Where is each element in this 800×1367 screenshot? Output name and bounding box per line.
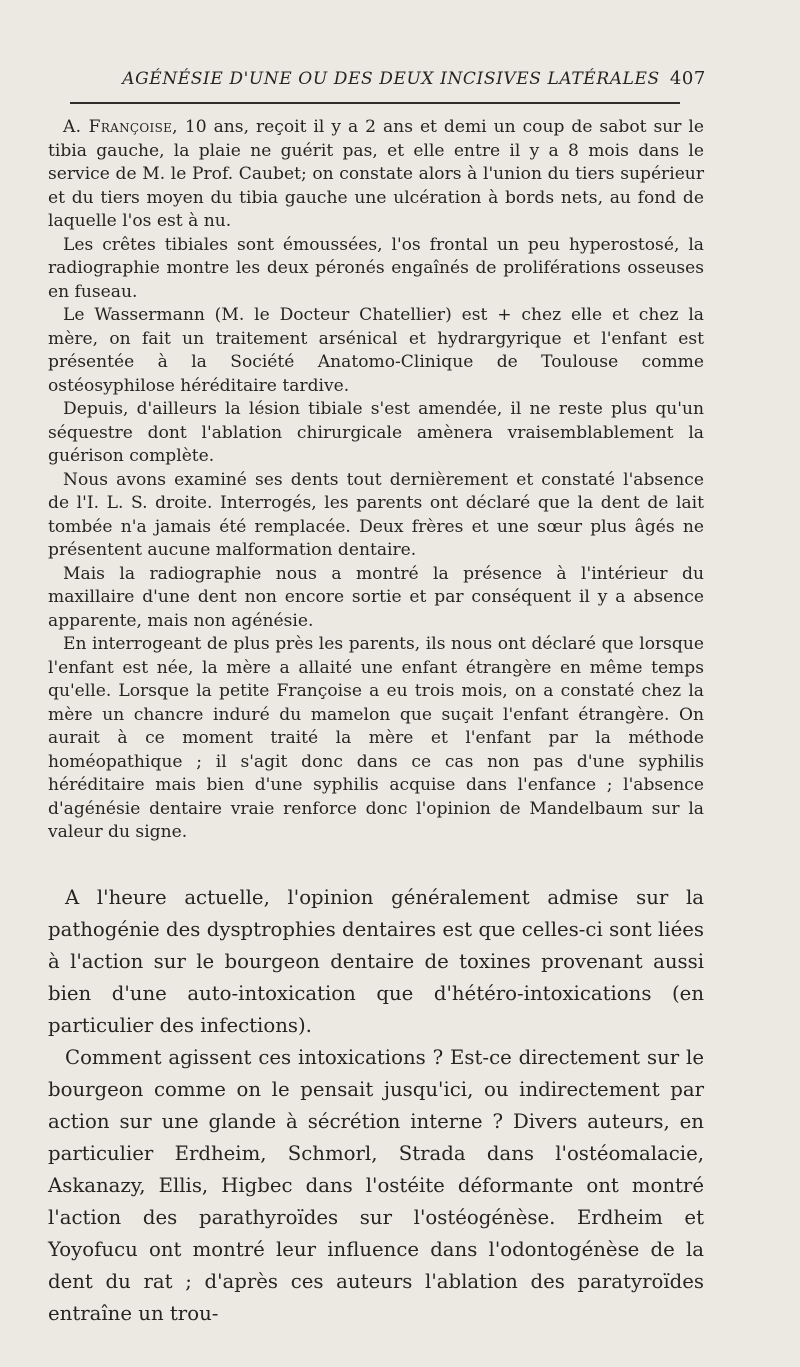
case-paragraph-1 [48, 116, 704, 234]
case-paragraph-1-text: 10 ans, reçoit il y a 2 ans et demi un coup de sabot sur le tibia gauche, la plaie ne guérit pas, et elle entre il y a 8 mois dans le service de M. le Prof. Caubet; on constate alors à l'union du tiers supérieur et du tiers moyen du tibia gauche une ulcération à bords nets, au fond de laquelle l'os est à nu. [48, 117, 704, 231]
running-head [48, 62, 704, 96]
case-paragraph-3: Le Wassermann (M. le Docteur Chatellier) est + chez elle et chez la mère, on fait un traitement arsénical et hydrargyrique et l'enfant est présentée à la Société Anatomo-Clinique de Toulouse comme ostéosyphilose héréditaire tardive. [48, 305, 704, 396]
case-paragraph-7: En interrogeant de plus près les parents, ils nous ont déclaré que lorsque l'enfant est née, la mère a allaité une enfant étrangère en même temps qu'elle. Lorsque la petite Françoise a eu trois mois, on a constaté chez la mère un chancre induré du mamelon que suçait l'enfant étrangère. On aurait à ce moment traité la mère et l'enfant par la méthode homéopathique ; il s'agit donc dans ce cas non pas d'une syphilis héréditaire mais bien d'une syphilis acquise dans l'enfance ; l'absence d'agénésie dentaire vraie renforce donc l'opinion de Mandelbaum sur la valeur du signe. [48, 634, 704, 842]
discussion-text [48, 882, 704, 1330]
case-paragraph-6: Mais la radiographie nous a montré la présence à l'intérieur du maxillaire d'une dent non encore sortie et par conséquent il y a absence apparente, mais non agénésie. [48, 563, 704, 631]
running-title: AGÉNÉSIE D'UNE OU DES DEUX INCISIVES LATÉRALES [122, 69, 660, 89]
case-report [48, 116, 704, 845]
body-paragraph-1: A l'heure actuelle, l'opinion généralement admise sur la pathogénie des dysptrophies dentaires est que celles-ci sont liées à l'action sur le bourgeon dentaire de toxines provenant aussi bien d'une auto-intoxication que d'hétéro-intoxications (en particulier des infections). [48, 885, 704, 1037]
page-number: 407 [669, 68, 706, 89]
case-paragraph-2: Les crêtes tibiales sont émoussées, l'os frontal un peu hyperostosé, la radiographie montre les deux péronés engaînés de proliférations osseuses en fuseau. [48, 234, 704, 302]
patient-name: A. Françoise, [63, 117, 178, 137]
case-paragraph-5: Nous avons examiné ses dents tout dernièrement et constaté l'absence de l'I. L. S. droite. Interrogés, les parents ont déclaré que la dent de lait tombée n'a jamais été remplacée. Deux frères et une sœur plus âgés ne présentent aucune malformation dentaire. [48, 469, 704, 560]
header-rule [70, 102, 680, 104]
case-paragraph-4: Depuis, d'ailleurs la lésion tibiale s'est amendée, il ne reste plus qu'un séquestre dont l'ablation chirurgicale amènera vraisemblablement la guérison complète. [48, 399, 704, 466]
body-paragraph-2: Comment agissent ces intoxications ? Est-ce directement sur le bourgeon comme on le pensait jusqu'ici, ou indirectement par action sur une glande à sécrétion interne ? Divers auteurs, en particulier Erdheim, Schmorl, Strada dans l'ostéomalacie, Askanazy, Ellis, Higbec dans l'ostéite déformante ont montré l'action des parathyroïdes sur l'ostéogénèse. Erdheim et Yoyofucu ont montré leur influence dans l'odontogénèse de la dent du rat ; d'après ces auteurs l'ablation des paratyroïdes entraîne un trou- [48, 1045, 704, 1325]
